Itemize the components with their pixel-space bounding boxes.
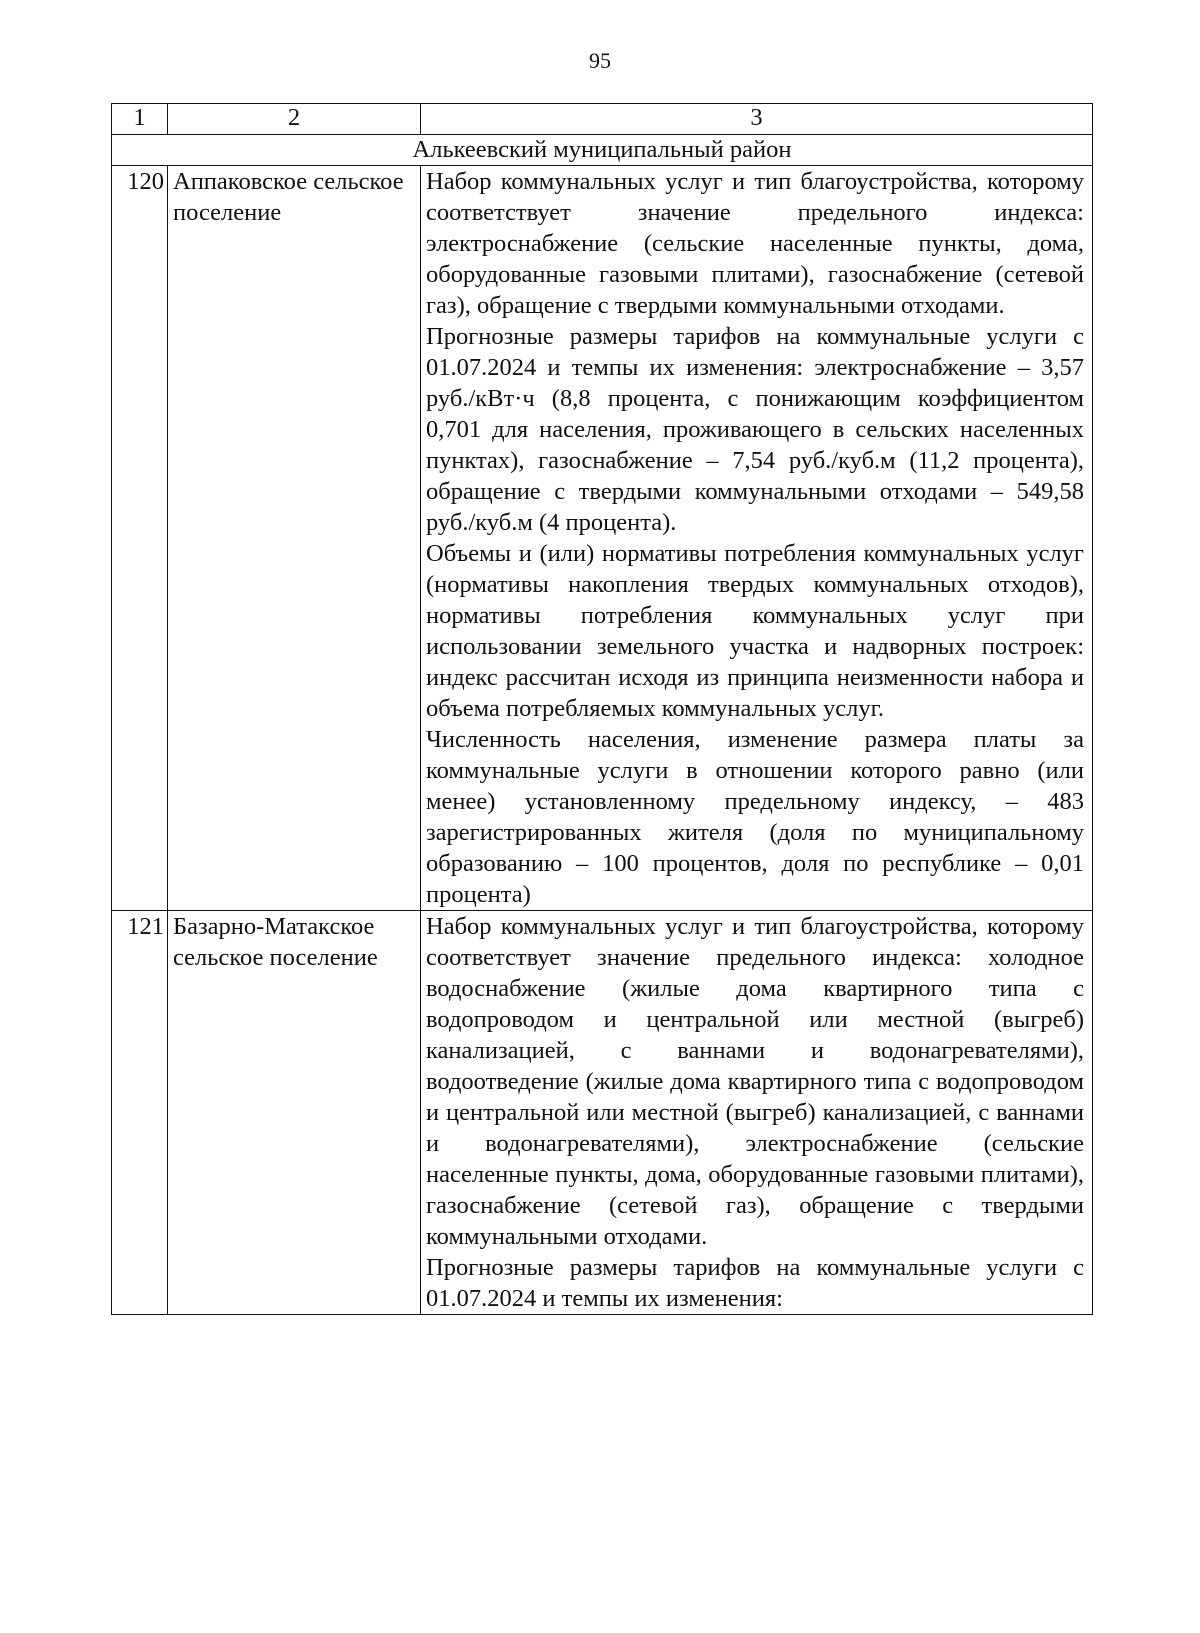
tariff-table — [111, 103, 1093, 1315]
table-row — [112, 166, 1093, 911]
column-header-1: 1 — [112, 104, 168, 135]
settlement-description — [421, 166, 1093, 911]
description-paragraph: Численность населения, изменение размера платы за коммунальные услуги в отношении которого равно (или менее) установленному предельному индексу, – 483 зарегистрированных жителя (доля по муниципальному образованию – 100 процентов, доля по республике – 0,01 процента) — [426, 726, 1084, 908]
settlement-name: Базарно-Матакское сельское поселение — [168, 911, 421, 1315]
table-header-row — [112, 104, 1093, 135]
row-number: 121 — [112, 911, 168, 1315]
description-paragraph: Объемы и (или) нормативы потребления коммунальных услуг (нормативы накопления твердых коммунальных отходов), нормативы потребления коммунальных услуг при использовании земельного участка и надворных построек: индекс рассчитан исходя из принципа неизменности набора и объема потребляемых коммунальных услуг. — [426, 540, 1084, 722]
row-number: 120 — [112, 166, 168, 911]
column-header-2: 2 — [168, 104, 421, 135]
description-paragraph: Прогнозные размеры тарифов на коммунальные услуги с 01.07.2024 и темпы их изменения: — [426, 1254, 1084, 1312]
description-paragraph: Прогнозные размеры тарифов на коммунальные услуги с 01.07.2024 и темпы их изменения: электроснабжение – 3,57 руб./кВт·ч (8,8 процента, с понижающим коэффициентом 0,701 для населения, проживающего в сельских населенных пунктах), газоснабжение – 7,54 руб./куб.м (11,2 процента), обращение с твердыми коммунальными отходами – 549,58 руб./куб.м (4 процента). — [426, 323, 1084, 536]
column-header-3: 3 — [421, 104, 1093, 135]
settlement-name: Аппаковское сельское поселение — [168, 166, 421, 911]
table-row — [112, 911, 1093, 1315]
settlement-description — [421, 911, 1093, 1315]
district-name: Алькеевский муниципальный район — [112, 135, 1093, 166]
description-paragraph: Набор коммунальных услуг и тип благоустройства, которому соответствует значение предельного индекса: электроснабжение (сельские населенные пункты, дома, оборудованные газовыми плитами), газоснабжение (сетевой газ), обращение с твердыми коммунальными отходами. — [426, 168, 1084, 319]
description-paragraph: Набор коммунальных услуг и тип благоустройства, которому соответствует значение предельного индекса: холодное водоснабжение (жилые дома квартирного типа с водопроводом и центральной или местной (выгреб) канализацией, с ваннами и водонагревателями), водоотведение (жилые дома квартирного типа с водопроводом и центральной или местной (выгреб) канализацией, с ваннами и водонагревателями), электроснабжение (сельские населенные пункты, дома, оборудованные газовыми плитами), газоснабжение (сетевой газ), обращение с твердыми коммунальными отходами. — [426, 913, 1084, 1250]
page-number: 95 — [589, 48, 611, 73]
district-row — [112, 135, 1093, 166]
